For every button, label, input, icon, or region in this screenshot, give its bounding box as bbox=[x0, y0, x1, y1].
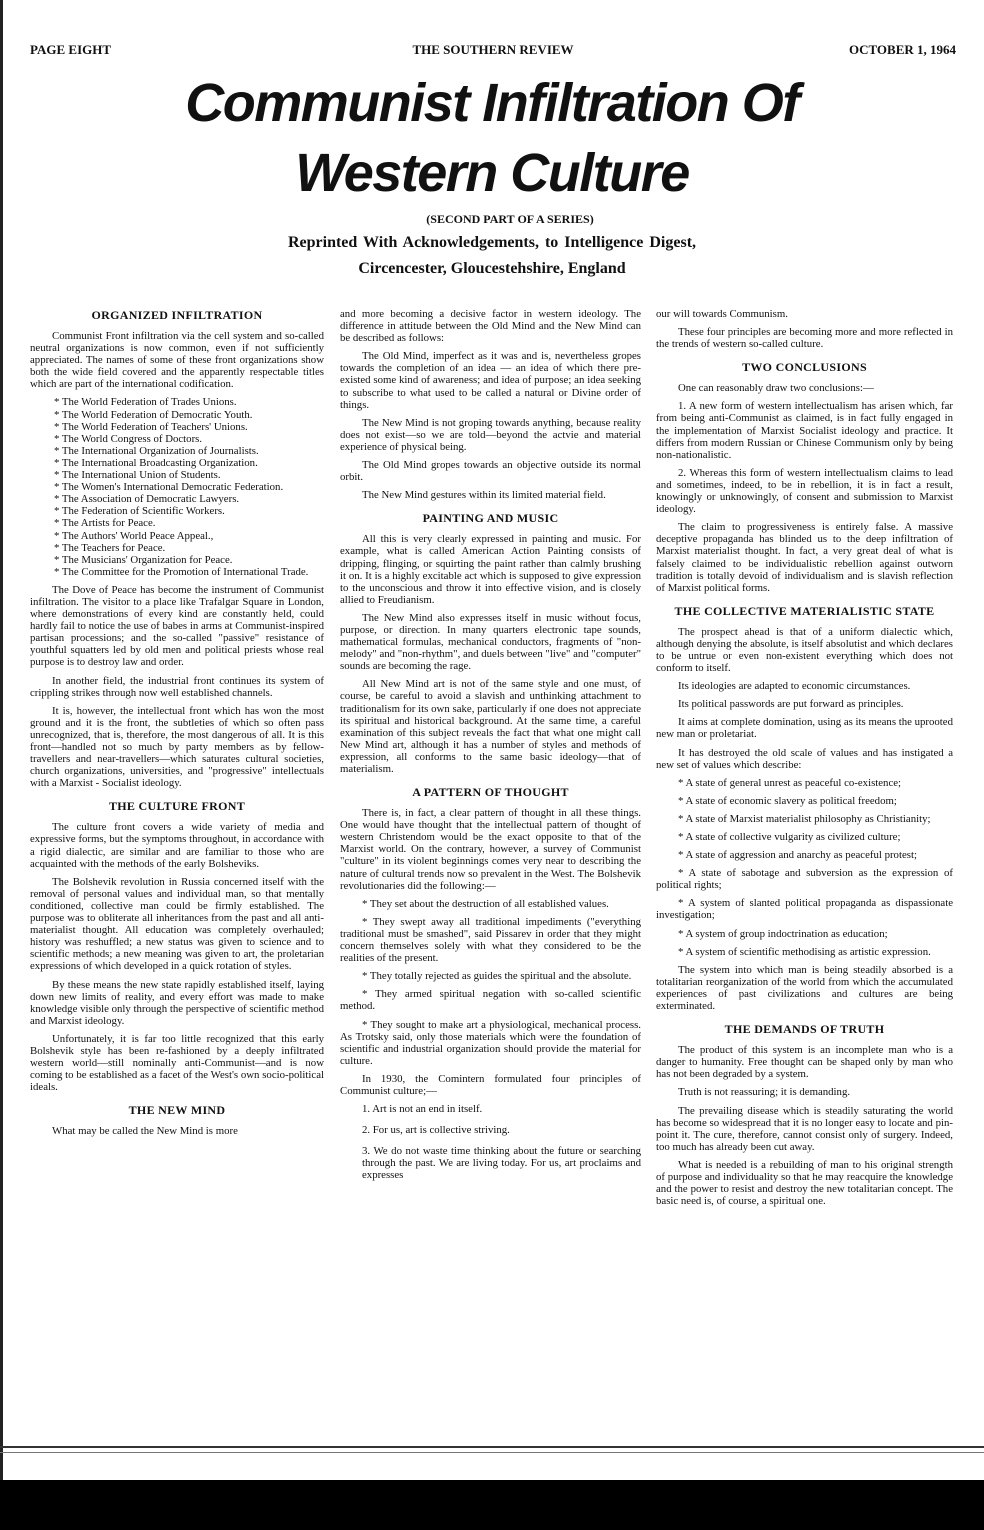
section-heading: THE CULTURE FRONT bbox=[108, 799, 246, 814]
paragraph: What is needed is a rebuilding of man to his original strength of purpose and individuality so that he may reacquire the knowledge and the power to resist and destroy the new totalitarian concept. The basic need is, of course, a spiritual one. bbox=[656, 1158, 953, 1208]
list-item: 1. Art is not an end in itself. bbox=[362, 1103, 483, 1116]
list-item: * The Committee for the Promotion of International Trade. bbox=[54, 565, 309, 578]
list-item: * The World Federation of Democratic Youth. bbox=[54, 408, 253, 421]
reprint-credit: Reprinted With Acknowledgements, to Intelligence Digest, bbox=[287, 234, 697, 251]
paragraph: * They armed spiritual negation with so-called scientific method. bbox=[340, 988, 641, 1013]
list-item: * The World Federation of Teachers' Unions. bbox=[54, 420, 248, 433]
paragraph: Communist Front infiltration via the cell system and so-called neutral organizations is now common, even if not sufficiently appreciated. The names of some of these front organizations show both the wide field covered and the apparently respectable titles which are part of the international codification. bbox=[30, 330, 324, 391]
list-item: * The International Broadcasting Organization. bbox=[54, 456, 258, 469]
paragraph: In another field, the industrial front continues its system of crippling strikes through now well established channels. bbox=[30, 674, 324, 699]
list-item: * The Musicians' Organization for Peace. bbox=[54, 553, 233, 566]
paragraph: The New Mind is not groping towards anything, because reality does not exist—so we are told—beyond the actvie and material experience of physical being. bbox=[340, 416, 641, 453]
paragraph: The New Mind also expresses itself in music without focus, purpose, or direction. In many quarters electronic tape sounds, mathematical formulas, mechanical conductors, fragments of "non-melody" and "non-rhythm", and duels between "live" and "computer" sounds are becoming the rage. bbox=[340, 611, 641, 673]
paragraph: The Dove of Peace has become the instrument of Communist infiltration. The visitor to a place like Trafalgar Square in London, where demonstrations of every kind are constantly held, could hardly fail to notice the use of babes in arms at Communist-inspired partisan processions; and the so-called "passive" resistance of youthful squatters led by old men and political priests whose real purpose is to destroy law and order. bbox=[30, 583, 324, 669]
paragraph: The prevailing disease which is steadily saturating the world has become so widespread that it is no longer easy to locate and pin-point it. The cure, therefore, cannot consist only of surgery. Indeed, too much has already been cut away. bbox=[656, 1104, 953, 1153]
paragraph: * A state of sabotage and subversion as the expression of political rights; bbox=[656, 867, 953, 892]
list-item: 2. For us, art is collective striving. bbox=[362, 1124, 510, 1137]
paragraph: It has destroyed the old scale of values and has instigated a new set of values which describe: bbox=[656, 746, 953, 771]
paragraph: The Bolshevik revolution in Russia concerned itself with the removal of personal values and individual man, so that mentally conditioned, collective man could be firmly established. The purpose was to obliterate all inheritances from the past and all anti-materialist thought. All education was completely overhauled; history was reshuffled; a new status was given to science and to scientific methods; a new meaning was given to art, the proletarian expressions of which developed in a quick rotation of styles. bbox=[30, 875, 324, 973]
paragraph: The New Mind gestures within its limited material field. bbox=[362, 489, 606, 502]
section-heading: ORGANIZED INFILTRATION bbox=[91, 308, 263, 322]
paragraph: * A state of economic slavery as political freedom; bbox=[678, 794, 897, 807]
paragraph: The Old Mind, imperfect as it was and is, nevertheless gropes towards the completion of an idea — an idea of which there pre-existed some kind of awareness; and idea of purpose; an idea seeking to subscribe to what used to be called a natural or Divine order of things. bbox=[340, 350, 641, 411]
page-edge bbox=[0, 0, 3, 1530]
paragraph: Its political passwords are put forward as principles. bbox=[678, 698, 904, 711]
paragraph: All New Mind art is not of the same style and one must, of course, be careful to avoid a slavish and unthinking attachment to traditionalism for its own sake, particularly if one does not appreciate its spiritual and historical background. At the same time, a careful examination of this subject reveals the fact that what one might call New Mind art, although it has a number of styles and methods of expression, all conforms to the same basic ideology—that of materialism. bbox=[340, 678, 641, 775]
paragraph: There is, in fact, a clear pattern of thought in all these things. One would have thought that the intellectual pattern of thought of western Christendom would be the exact opposite to that of the Marxist world. On the contrary, however, a survey of Communist "culture" in its violent beginnings comes very near to describing the nature of cultural trends now so prevalent in the West. The Bolshevik revolutionaries did the following:— bbox=[340, 807, 641, 892]
paragraph: * A system of scientific methodising as artistic expression. bbox=[678, 945, 931, 958]
list-item: 3. We do not waste time thinking about the future or searching through the past. We are living today. For us, art proclaims and expresses bbox=[362, 1145, 641, 1182]
article-column-1 bbox=[30, 308, 324, 1143]
paragraph: * They totally rejected as guides the spiritual and the absolute. bbox=[362, 970, 632, 983]
list-item: * The Women's International Democratic Federation. bbox=[54, 481, 284, 494]
bottom-rule-thin bbox=[0, 1452, 984, 1453]
paragraph: our will towards Communism. bbox=[656, 308, 788, 320]
headline-line-2: Western Culture bbox=[295, 143, 689, 203]
paragraph: * They set about the destruction of all established values. bbox=[362, 897, 609, 910]
paragraph: The culture front covers a wide variety of media and expressive forms, but the symptoms throughout, in accordance with a rigid dialectic, are similar and are familiar to those who are acquainted with the methods of the early Bolsheviks. bbox=[30, 821, 324, 870]
paragraph: The prospect ahead is that of a uniform dialectic which, although denying the absolute, is itself absolutist and which declares to be untrue or even non-existent everything which does not conform to itself. bbox=[656, 625, 953, 675]
article-column-3 bbox=[656, 308, 953, 1213]
bottom-rule bbox=[0, 1446, 984, 1448]
section-heading: THE DEMANDS OF TRUTH bbox=[724, 1022, 885, 1037]
paragraph: Truth is not reassuring; it is demanding. bbox=[678, 1086, 851, 1099]
paragraph: * A system of group indoctrination as education; bbox=[678, 927, 888, 940]
headline-line-1: Communist Infiltration Of bbox=[185, 73, 799, 133]
issue-date: OCTOBER 1, 1964 bbox=[848, 42, 956, 57]
list-item: * The Artists for Peace. bbox=[54, 517, 156, 530]
list-item: * The Teachers for Peace. bbox=[54, 541, 166, 554]
paragraph: * A state of general unrest as peaceful co-existence; bbox=[678, 776, 902, 789]
list-item: * The World Federation of Trades Unions. bbox=[54, 396, 237, 409]
front-organizations-list bbox=[30, 396, 324, 577]
paragraph: * A state of aggression and anarchy as peaceful protest; bbox=[678, 849, 917, 862]
paragraph: What may be called the New Mind is more bbox=[52, 1125, 238, 1138]
paragraph: These four principles are becoming more and more reflected in the trends of western so-called culture. bbox=[656, 326, 953, 351]
paragraph: The claim to progressiveness is entirely false. A massive deceptive propaganda has blinded us to the deep infiltration of Marxist materialist thought. In fact, a very great deal of what is falsely claimed to be individualistic rebellion against outworn tradition is totally devoid of individualism and is slavish reflection of Marxist political forms. bbox=[656, 521, 953, 594]
paragraph: * They swept away all traditional impediments ("everything traditional must be smashed", said Pissarev in order that they might concern themselves solely with what they considered to be the realities of the present. bbox=[340, 915, 641, 965]
article-column-2 bbox=[340, 308, 641, 1191]
paragraph: * A state of Marxist materialist philosophy as Christianity; bbox=[678, 812, 931, 825]
paragraph: One can reasonably draw two conclusions:— bbox=[678, 382, 874, 395]
masthead bbox=[30, 42, 956, 58]
list-item: * The Association of Democratic Lawyers. bbox=[54, 493, 240, 506]
series-note: (SECOND PART OF A SERIES) bbox=[426, 212, 594, 226]
section-heading: THE NEW MIND bbox=[128, 1103, 226, 1118]
list-item: * The International Union of Students. bbox=[54, 469, 221, 482]
paragraph: 2. Whereas this form of western intellectualism claims to lead and sometimes, indeed, to be in rebellion, it is in fact a result, knowingly or unknowingly, of consent and submission to Marxist ideology. bbox=[656, 466, 953, 516]
paragraph: * A system of slanted political propaganda as dispassionate investigation; bbox=[656, 897, 953, 922]
page-number: PAGE EIGHT bbox=[30, 42, 112, 57]
paragraph: It is, however, the intellectual front which has won the most ground and it is the front, the subtleties of which so often pass unrecognized, that is, therefore, the most dangerous of all. It is this front—handled not so much by party members as by fellow-travellers and near-travellers—which saturates cultural societies, church organizations, universities, and "progressive" intellectuals with a Marxist - Socialist ideology. bbox=[30, 704, 324, 790]
paragraph: In 1930, the Comintern formulated four principles of Communist culture;— bbox=[340, 1072, 641, 1097]
list-item: * The Federation of Scientific Workers. bbox=[54, 505, 225, 518]
paragraph: The system into which man is being steadily absorbed is a totalitarian reorganization of the world from which the accumulated experiences of past civilizations and cultures are being exterminated. bbox=[656, 963, 953, 1013]
section-heading: A PATTERN OF THOUGHT bbox=[412, 785, 569, 800]
section-heading: TWO CONCLUSIONS bbox=[742, 360, 867, 375]
section-heading: PAINTING AND MUSIC bbox=[422, 511, 559, 526]
principles-list bbox=[340, 1103, 641, 1181]
list-item: * The International Organization of Journalists. bbox=[54, 444, 259, 457]
paragraph: The product of this system is an incomplete man who is a danger to humanity. Free thought can be shaped only by man who has not been degraded by a system. bbox=[656, 1044, 953, 1081]
section-heading: THE COLLECTIVE MATERIALISTIC STATE bbox=[674, 603, 935, 618]
paragraph: By these means the new state rapidly established itself, laying down new limits of reality, and every effort was made to make knowledge visible only through the perspective of scientific method and Marxist ideology. bbox=[30, 978, 324, 1027]
scan-bottom-band bbox=[0, 1480, 984, 1530]
list-item: * The Authors' World Peace Appeal., bbox=[54, 529, 214, 542]
paragraph: * A state of collective vulgarity as civilized culture; bbox=[678, 831, 901, 843]
reprint-place: Circencester, Gloucestehshire, England bbox=[358, 260, 626, 277]
paragraph: Unfortunately, it is far too little recognized that this early Bolshevik style has been re-fashioned by a deeply infiltrated western world—still nominally anti-Communist—and is now coming to be established as a facet of the West's own socio-political ideals. bbox=[30, 1032, 324, 1094]
paragraph: * They sought to make art a physiological, mechanical process. As Trotsky said, only those materials which were the foundation of scientific and industrial organization should provide the material for culture. bbox=[340, 1018, 641, 1067]
list-item: * The World Congress of Doctors. bbox=[54, 432, 203, 445]
paragraph: and more becoming a decisive factor in western ideology. The difference in attitude between the Old Mind and the New Mind can be described as follows: bbox=[340, 308, 641, 345]
paragraph: 1. A new form of western intellectualism has arisen which, far from being anti-Communist as claimed, is in fact fully engaged in the implementation of Marxist Socialist ideology and practice. It differs from modern Russian or Chinese Communism only by being non-nationalistic. bbox=[656, 400, 953, 461]
paragraph: All this is very clearly expressed in painting and music. For example, what is called American Action Painting consists of dripping, flinging, or squirting the paint rather than calmly brushing it on. It is a highly excitable act which is supposed to give expression to the unconscious and throw it into effective vision, and is closely allied to Freudianism. bbox=[340, 533, 641, 606]
newspaper-name: THE SOUTHERN REVIEW bbox=[412, 42, 574, 57]
paragraph: It aims at complete domination, using as its means the uprooted new man or proletariat. bbox=[656, 716, 953, 741]
paragraph: The Old Mind gropes towards an objective outside its normal orbit. bbox=[340, 459, 641, 484]
paragraph: Its ideologies are adapted to economic circumstances. bbox=[678, 680, 911, 693]
